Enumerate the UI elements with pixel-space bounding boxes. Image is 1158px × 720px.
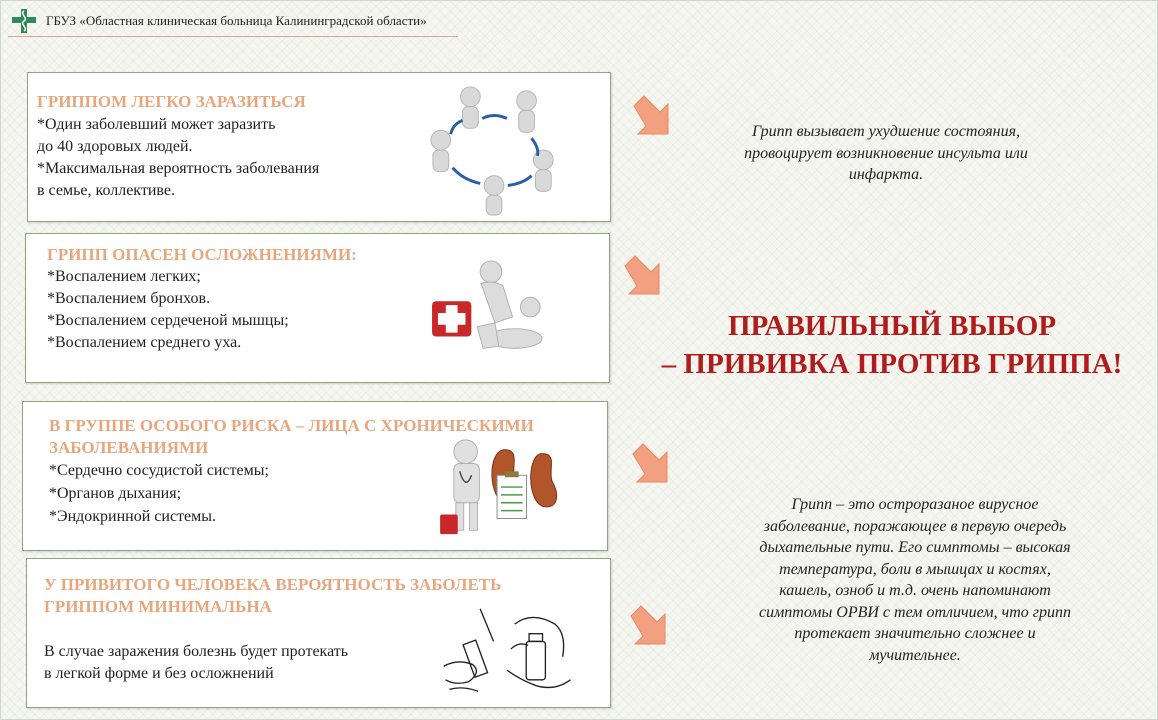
card-line: *Органов дыхания; (49, 485, 182, 502)
header (8, 6, 458, 36)
main-title-line: ПРАВИЛЬНЫЙ ВЫБОР (727, 310, 1057, 342)
organization-name: ГБУЗ «Областная клиническая больница Калининградской области» (46, 13, 427, 28)
arrow-icon (627, 442, 673, 488)
syringe-vial-icon (437, 603, 577, 699)
first-aid-figure-icon (430, 258, 548, 366)
arrow-icon (628, 94, 674, 140)
card-line: *Воспалением бронхов. (47, 290, 211, 307)
doctor-kidney-icon (435, 436, 565, 544)
header-divider (8, 36, 458, 37)
card-title: ГРИПП ОПАСЕН ОСЛОЖНЕНИЯМИ: (47, 245, 357, 264)
card-title: ГРИППОМ МИНИМАЛЬНА (44, 597, 272, 616)
note-line: инфаркта. (848, 166, 924, 183)
card-complications (25, 233, 610, 383)
card-line: *Один заболевший может заразить (37, 116, 276, 133)
note-line: кашель, озноб и т.д. очень напоминают (779, 582, 1051, 599)
arrow-icon (625, 604, 671, 650)
note-bottom (720, 494, 1110, 666)
note-line: заболевание, поражающее в первую очередь (763, 517, 1067, 535)
card-line: В случае заражения болезнь будет протекать (44, 643, 349, 660)
card-line: в легкой форме и без осложнений (44, 665, 274, 682)
main-title-line: – ПРИВИВКА ПРОТИВ ГРИППА! (661, 348, 1123, 380)
note-line: протекает значительно сложнее и (794, 625, 1036, 642)
note-line: симптомы ОРВИ с тем отличием, что грипп (758, 603, 1072, 621)
card-risk-group (22, 401, 608, 551)
card-line: *Воспалением среднего уха. (47, 334, 242, 351)
main-title (630, 307, 1154, 383)
people-circle-icon (422, 79, 572, 217)
card-line: *Эндокринной системы. (49, 508, 217, 525)
card-line: *Воспалением легких; (47, 268, 201, 285)
card-title: У ПРИВИТОГО ЧЕЛОВЕКА ВЕРОЯТНОСТЬ ЗАБОЛЕТЬ (44, 575, 502, 594)
arrow-icon (619, 254, 665, 300)
note-line: температура, боли в мышцах и костях, (779, 560, 1051, 578)
card-line: *Максимальная вероятность заболевания (37, 160, 320, 177)
card-title: ГРИППОМ ЛЕГКО ЗАРАЗИТЬСЯ (37, 92, 306, 111)
card-line: *Сердечно сосудистой системы; (49, 462, 269, 479)
card-line: *Воспалением сердеченой мышцы; (47, 312, 289, 329)
card-title: ЗАБОЛЕВАНИЯМИ (49, 438, 209, 457)
note-top (688, 121, 1084, 186)
medical-cross-logo-icon (10, 8, 38, 34)
card-line: до 40 здоровых людей. (37, 138, 193, 155)
note-line: провоцирует возникновение инсульта или (744, 144, 1028, 162)
card-line: в семье, коллективе. (37, 182, 175, 199)
note-line: дыхательные пути. Его симптомы – высокая (759, 539, 1071, 556)
card-contagious (27, 72, 611, 222)
note-line: Грипп – это остроразаное вирусное (791, 496, 1039, 513)
card-title: В ГРУППЕ ОСОБОГО РИСКА – ЛИЦА С ХРОНИЧЕСКИМИ (49, 416, 534, 435)
card-vaccinated (26, 558, 611, 708)
note-line: Грипп вызывает ухудшение состояния, (751, 123, 1021, 140)
note-line: мучительнее. (869, 646, 961, 664)
